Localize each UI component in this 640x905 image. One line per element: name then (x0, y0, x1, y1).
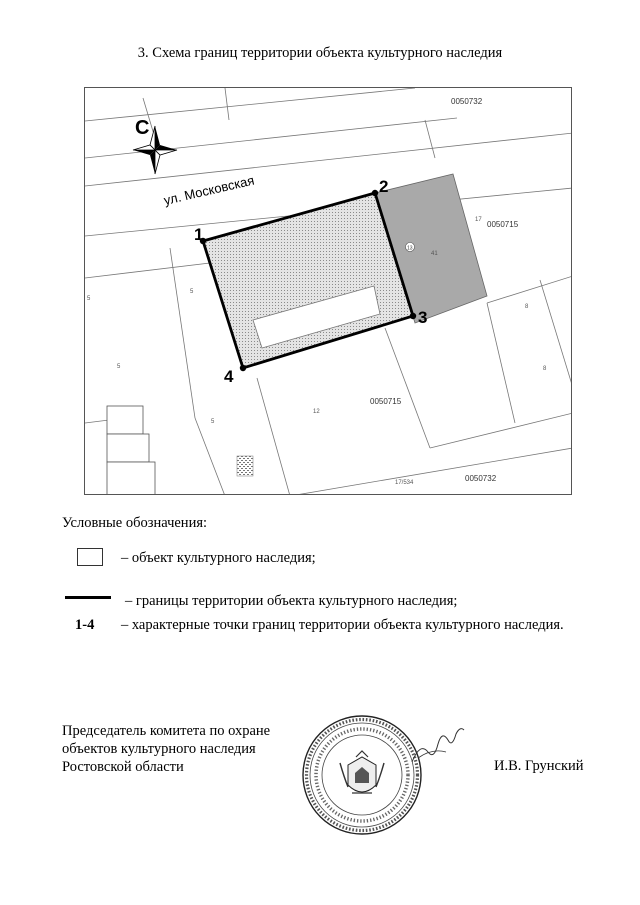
parcel-number: 5 (117, 364, 121, 370)
parcel-number: 5 (190, 289, 194, 295)
circle-marker-icon (406, 243, 415, 252)
parcel-number: 17 (475, 217, 482, 223)
code-label: 0050732 (451, 97, 483, 106)
legend-heritage-swatch (77, 548, 103, 566)
handwritten-signature-icon (408, 722, 468, 766)
legend-points-code: 1-4 (75, 617, 95, 633)
buildings-bottom-left (107, 406, 155, 495)
parcel-number: 8 (543, 366, 547, 372)
signatory-line: объектов культурного наследия (62, 741, 256, 757)
signatory-line: Председатель комитета по охране (62, 723, 271, 739)
signer-name: И.В. Грунский (494, 758, 584, 774)
legend-points-text: – характерные точки границ территории объекта культурного наследия. (121, 617, 564, 633)
point-3: 3 (418, 308, 428, 327)
heritage-territory (203, 193, 413, 368)
legend-boundary-line (65, 596, 111, 599)
site-map (84, 87, 572, 495)
code-label: 0050715 (487, 220, 519, 229)
north-label: С (135, 117, 150, 139)
parcel-number: 12 (313, 409, 320, 415)
legend-heritage-text: – объект культурного наследия; (121, 550, 316, 566)
parcel-number: 5 (211, 419, 215, 425)
code-label: 0050715 (370, 397, 402, 406)
point-1: 1 (194, 225, 204, 244)
code-label: 0050732 (465, 474, 497, 483)
hatched-building (237, 456, 253, 476)
signatory-title (62, 722, 270, 776)
street-label: ул. Московская (162, 172, 256, 208)
svg-text:13: 13 (407, 245, 413, 252)
legend-boundary-text: – границы территории объекта культурного наследия; (125, 593, 458, 609)
legend-heading: Условные обозначения: (62, 515, 208, 531)
parcel-number: 8 (525, 304, 529, 310)
page-title: 3. Схема границ территории объекта культурного наследия (137, 45, 503, 61)
parcel-number: 17/534 (395, 480, 414, 486)
official-seal-icon (300, 713, 424, 837)
parcel-number: 41 (431, 251, 438, 257)
point-4: 4 (224, 367, 234, 386)
point-2: 2 (379, 177, 389, 196)
parcel-number: 5 (87, 296, 91, 302)
signatory-line: Ростовской области (62, 759, 184, 775)
